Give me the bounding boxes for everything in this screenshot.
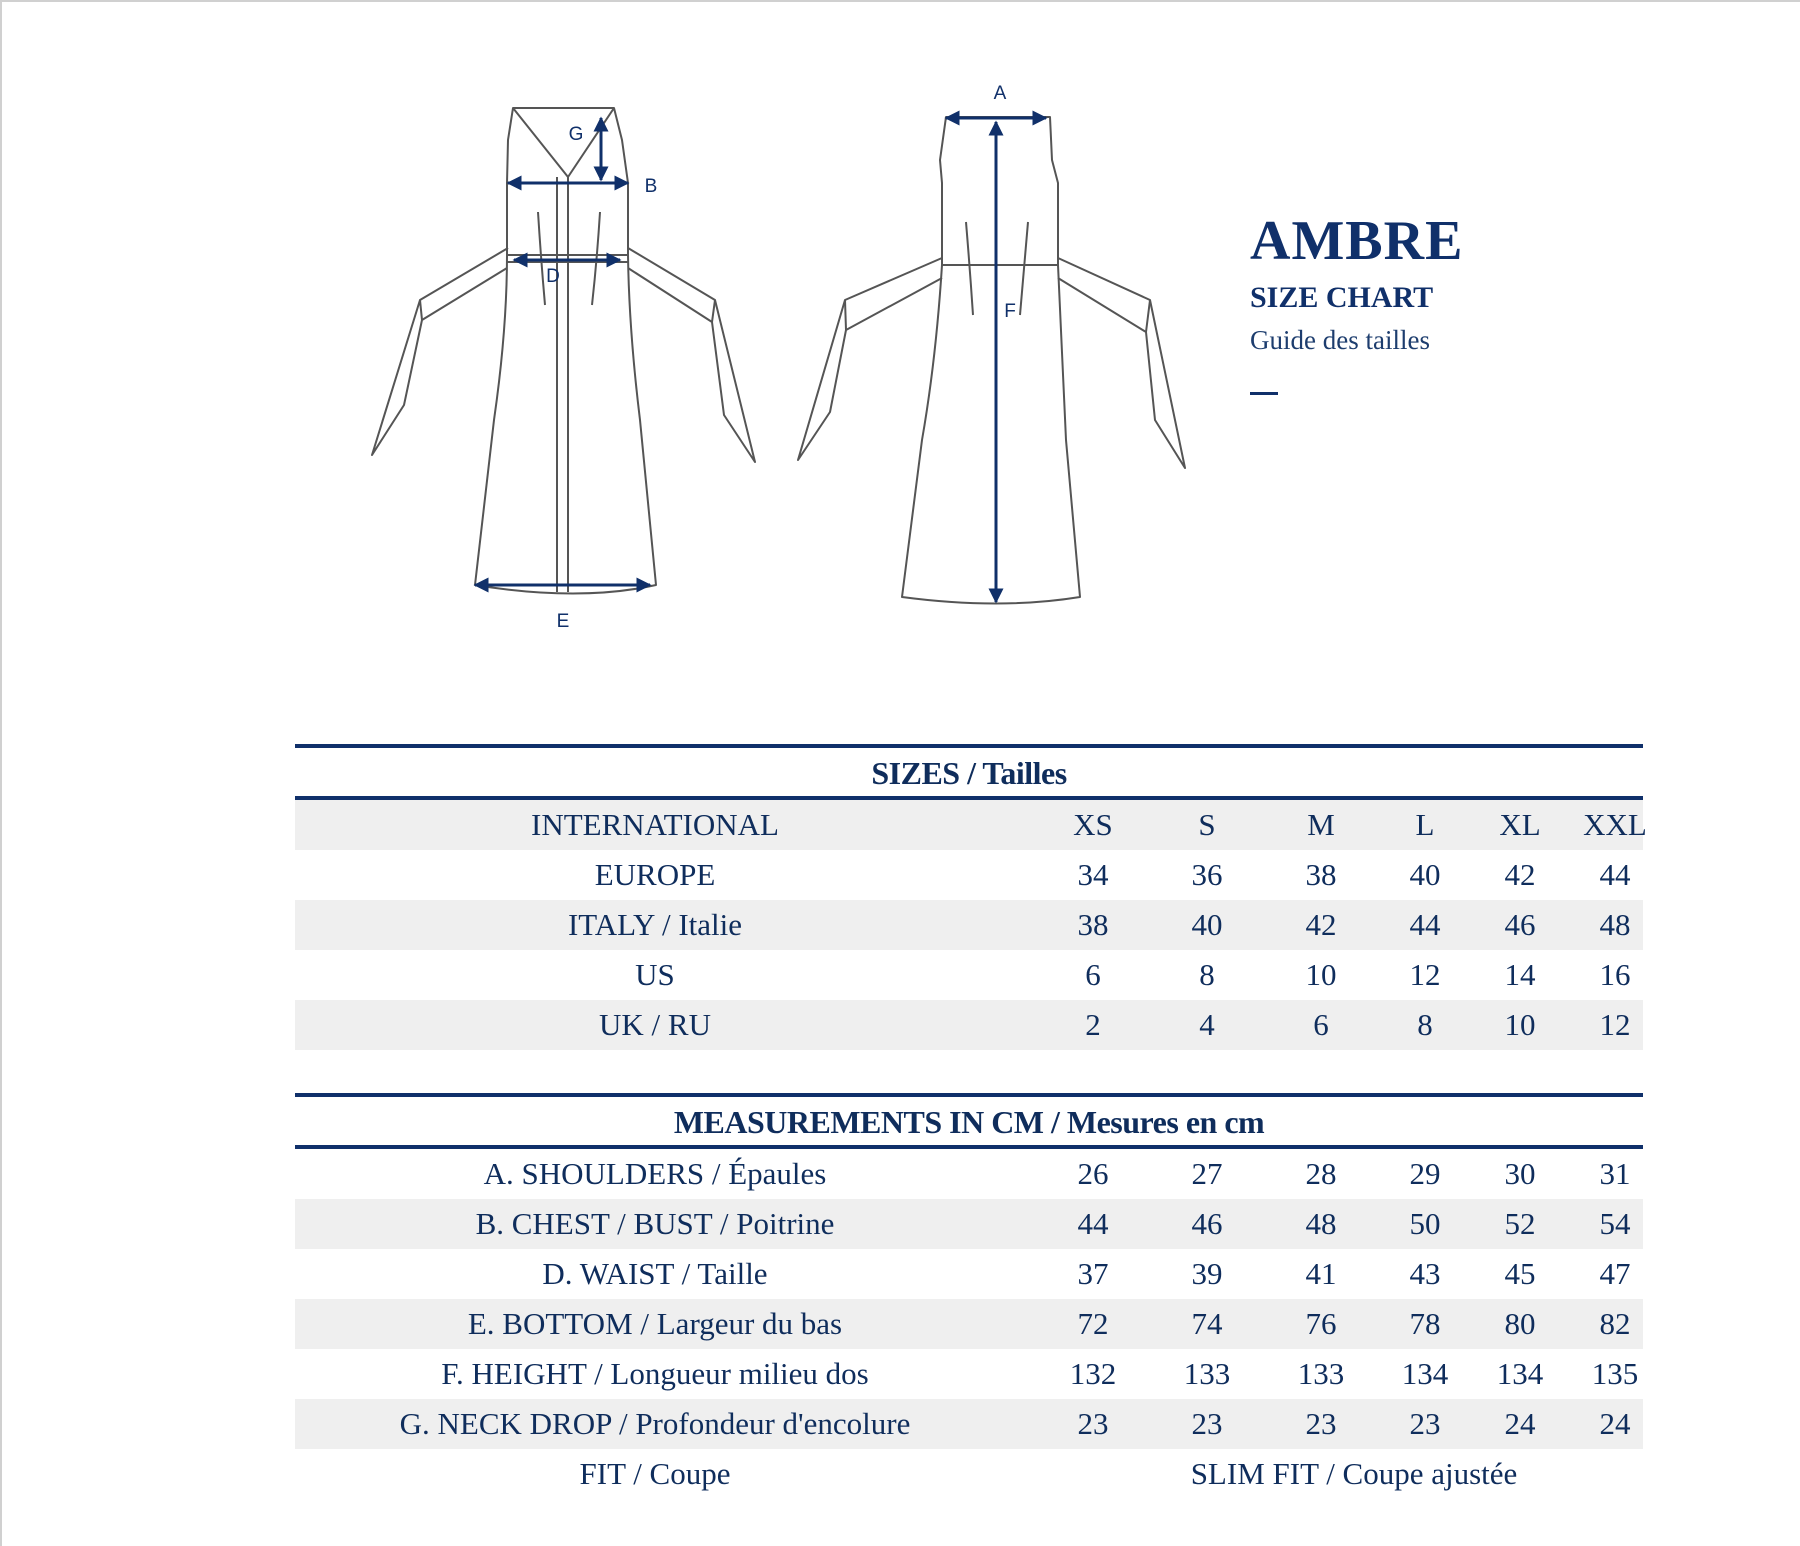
table-cell: 38 [1077,907,1109,942]
row-label: US [635,957,675,992]
table-cell: 134 [1401,1356,1449,1391]
table-cell: 133 [1183,1356,1231,1391]
label-d: D [546,266,560,287]
table-cell: 37 [1077,1256,1109,1291]
table-row [295,1299,1643,1349]
label-f: F [1004,301,1016,322]
table-cell: 34 [1077,857,1109,892]
table-cell: 54 [1599,1206,1631,1241]
sizes-title: SIZES / Tailles [871,755,1067,791]
table-cell: 38 [1305,857,1337,892]
table-cell: 24 [1504,1406,1536,1441]
table-cell: 23 [1191,1406,1223,1441]
table-cell: M [1307,807,1335,842]
table-cell: 6 [1085,957,1101,992]
table-cell: 29 [1409,1156,1441,1191]
table-cell: 42 [1504,857,1536,892]
table-cell: 80 [1504,1306,1536,1341]
row-label: G. NECK DROP / Profondeur d'encolure [399,1406,911,1441]
brand-title: AMBRE [1250,210,1464,272]
dress-diagram [0,0,1800,700]
table-cell: 2 [1085,1007,1101,1042]
table-cell: 27 [1191,1156,1223,1191]
row-label: INTERNATIONAL [531,807,779,842]
row-label: B. CHEST / BUST / Poitrine [475,1206,835,1241]
table-cell: 48 [1305,1206,1337,1241]
table-cell: XXL [1583,807,1647,842]
table-cell: 39 [1191,1256,1223,1291]
row-label: UK / RU [599,1007,711,1042]
table-cell: 44 [1599,857,1631,892]
table-cell: 132 [1069,1356,1117,1391]
sizes-table [295,744,1647,1050]
table-cell: 31 [1599,1156,1631,1191]
table-cell: 24 [1599,1406,1631,1441]
table-cell: 6 [1313,1007,1329,1042]
table-cell: 10 [1504,1007,1536,1042]
table-cell: 82 [1599,1306,1631,1341]
table-cell: 40 [1191,907,1223,942]
brand-block [1250,210,1464,395]
label-a: A [993,83,1007,104]
table-cell: 76 [1305,1306,1337,1341]
table-cell: 50 [1409,1206,1441,1241]
table-cell: 44 [1409,907,1441,942]
table-cell: 10 [1305,957,1337,992]
table-cell: 47 [1599,1256,1631,1291]
measurements-rows [295,1149,1643,1449]
brand-subtitle: SIZE CHART [1250,281,1434,314]
table-cell: S [1198,807,1216,842]
table-cell: 8 [1417,1007,1433,1042]
table-cell: 26 [1077,1156,1109,1191]
table-cell: 46 [1191,1206,1223,1241]
table-row [295,950,1643,1000]
table-cell: 48 [1599,907,1631,942]
table-cell: 133 [1297,1356,1345,1391]
table-cell: 134 [1496,1356,1544,1391]
fit-value: SLIM FIT / Coupe ajustée [1190,1456,1518,1491]
measurements-title: MEASUREMENTS IN CM / Mesures en cm [673,1104,1265,1140]
row-label: EUROPE [594,857,716,892]
table-cell: 36 [1191,857,1223,892]
table-cell: 42 [1305,907,1337,942]
table-row [295,1199,1643,1249]
table-cell: 41 [1305,1256,1337,1291]
front-dress-sketch [372,108,755,594]
table-cell: 8 [1199,957,1215,992]
table-cell: 40 [1409,857,1441,892]
table-cell: XL [1499,807,1541,842]
table-cell: 14 [1504,957,1536,992]
table-row [295,1399,1643,1449]
table-cell: 74 [1191,1306,1223,1341]
table-row [295,800,1647,850]
table-row [295,1349,1643,1399]
table-row [295,900,1643,950]
table-row [295,1249,1643,1299]
brand-subtitle-fr: Guide des tailles [1250,325,1430,355]
fit-row [295,1449,1643,1499]
table-cell: 43 [1409,1256,1441,1291]
sizes-rows [295,800,1647,1050]
row-label: A. SHOULDERS / Épaules [483,1156,827,1191]
table-cell: 135 [1591,1356,1639,1391]
table-cell: 78 [1409,1306,1441,1341]
table-cell: 28 [1305,1156,1337,1191]
table-cell: L [1415,807,1435,842]
table-cell: 23 [1409,1406,1441,1441]
table-row [295,1149,1643,1199]
table-row [295,850,1643,900]
label-e: E [556,611,570,632]
table-cell: 46 [1504,907,1536,942]
table-cell: 4 [1199,1007,1215,1042]
brand-divider [1250,392,1278,395]
back-dress-sketch [798,117,1185,604]
table-cell: 30 [1504,1156,1536,1191]
table-cell: 12 [1599,1007,1631,1042]
measurements-table [295,1093,1643,1499]
row-label: D. WAIST / Taille [542,1256,768,1291]
label-b: B [644,176,658,197]
table-cell: 23 [1077,1406,1109,1441]
table-cell: 72 [1077,1306,1109,1341]
row-label: E. BOTTOM / Largeur du bas [467,1306,843,1341]
table-row [295,1000,1643,1050]
table-cell: 44 [1077,1206,1109,1241]
fit-label: FIT / Coupe [579,1456,731,1491]
table-cell: 45 [1504,1256,1536,1291]
label-g: G [568,124,584,145]
row-label: F. HEIGHT / Longueur milieu dos [441,1356,869,1391]
table-cell: 12 [1409,957,1441,992]
table-cell: 52 [1504,1206,1536,1241]
table-cell: 23 [1305,1406,1337,1441]
row-label: ITALY / Italie [567,907,743,942]
table-cell: 16 [1599,957,1631,992]
table-cell: XS [1073,807,1113,842]
